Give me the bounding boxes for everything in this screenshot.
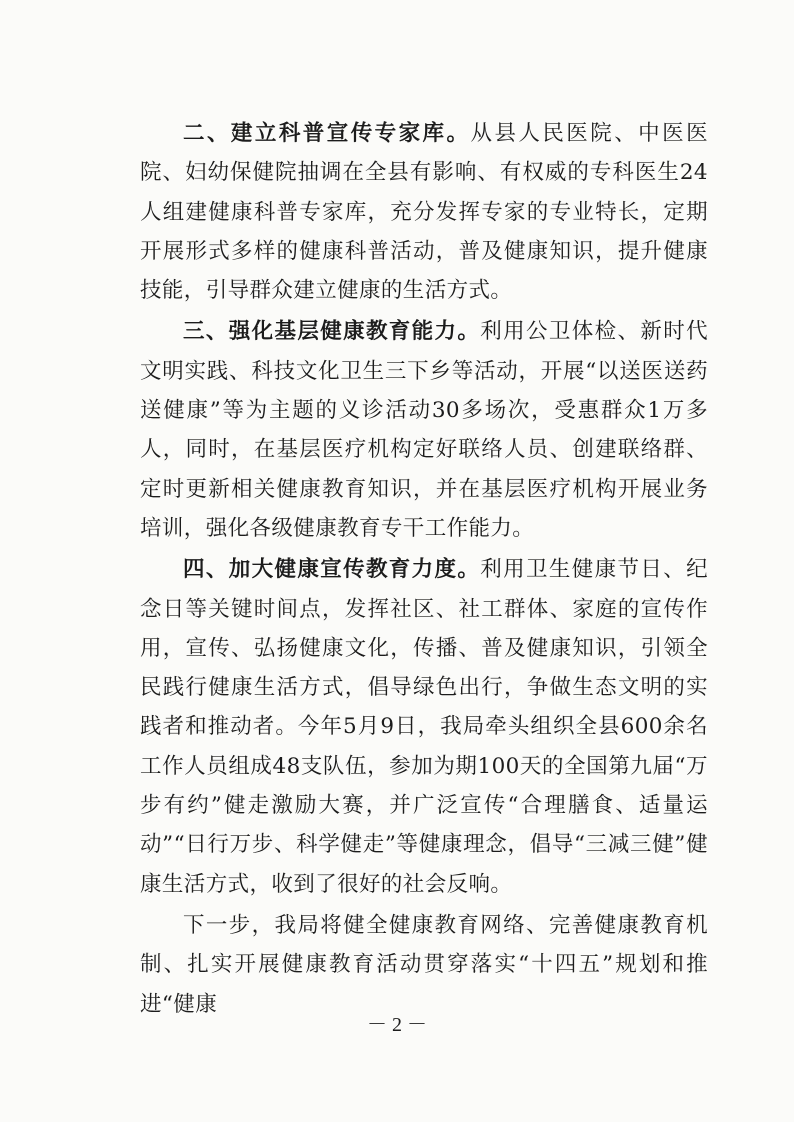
section-heading: 三、强化基层健康教育能力。	[183, 319, 481, 345]
body-text	[140, 114, 708, 1024]
paragraph-text: 下一步，我局将健全健康教育网络、完善健康教育机制、扎实开展健康教育活动贯穿落实“十四五”规划和推进“健康	[140, 912, 708, 1017]
page-number: － 2 －	[367, 1014, 427, 1036]
section-heading: 二、建立科普宣传专家库。	[183, 121, 471, 146]
paragraph-next-step	[140, 906, 708, 1024]
section-heading: 四、加大健康宣传教育力度。	[183, 557, 481, 583]
paragraph-publicity	[140, 550, 708, 904]
paragraph-text: 利用公卫体检、新时代文明实践、科技文化卫生三下乡等活动，开展“以送医送药送健康”等为主题的义诊活动30多场次，受惠群众1万多人，同时，在基层医疗机构定好联络人员、创建联络群、定时更新相关健康教育知识，并在基层医疗机构开展业务培训，强化各级健康教育专干工作能力。	[140, 319, 708, 541]
paragraph-text: 从县人民医院、中医医院、妇幼保健院抽调在全县有影响、有权威的专科医生24人组建健康科普专家库，充分发挥专家的专业特长，定期开展形式多样的健康科普活动，普及健康知识，提升健康技能，引导群众建立健康的生活方式。	[140, 121, 708, 304]
paragraph-expert-library	[140, 114, 708, 310]
paragraph-grassroots-capacity	[140, 312, 708, 548]
paragraph-text: 利用卫生健康节日、纪念日等关键时间点，发挥社区、社工群体、家庭的宣传作用，宣传、弘扬健康文化，传播、普及健康知识，引领全民践行健康生活方式，倡导绿色出行，争做生态文明的实践者和推动者。今年5月9日，我局牵头组织全县600余名工作人员组成48支队伍，参加为期100天的全国第九届“万步有约”健走激励大赛，并广泛宣传“合理膳食、适量运动”“日行万步、科学健走”等健康理念，倡导“三减三健”健康生活方式，收到了很好的社会反响。	[140, 557, 708, 897]
